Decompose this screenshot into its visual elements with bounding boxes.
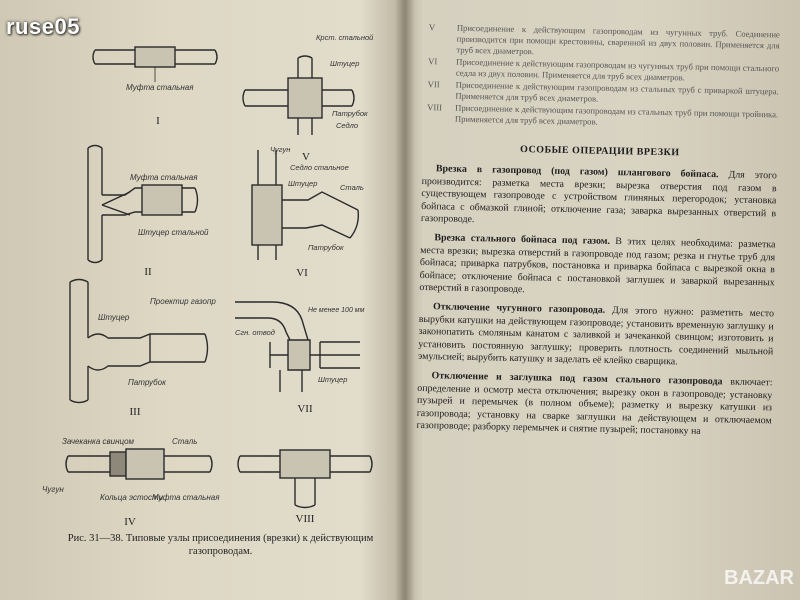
fig-iv-label-1: Зачеканка свинцом [62, 437, 135, 446]
fig-vii-label-1: Сгн. отвод [235, 328, 275, 337]
list-item-number: VIII [427, 102, 443, 113]
fig-iii-label-2: Проектир газопр [150, 297, 216, 306]
fig-vii-label-2: Не менее 100 мм [308, 307, 365, 314]
fig-vii-label-3: Штуцер [318, 375, 348, 384]
figure-ii [88, 146, 209, 279]
fig-v-label-2: Штуцер [330, 59, 360, 68]
fig-ii-label-2: Штуцер стальной [138, 228, 209, 237]
figure-viii [238, 450, 372, 525]
paragraph-lead: Врезка стального бойпаса под газом. [434, 232, 611, 247]
paragraph [418, 301, 774, 371]
paragraph [419, 232, 775, 302]
fig-iv-label-4: Кольца эстости [100, 493, 164, 502]
list-item-number: VII [427, 79, 440, 90]
watermark-logo: ruse05 [6, 14, 80, 39]
fig-iv-label-3: Чугун [42, 485, 64, 494]
paragraph [421, 163, 777, 233]
fig-vi-label-1: Чугун [270, 145, 291, 154]
figure-iv [42, 437, 220, 528]
list-item-text: Присоединение к действующим газопроводам из стальных труб с приваркой штуцера. Применяется для труб всех диаметров. [455, 79, 779, 104]
fig-iv-numeral: IV [124, 516, 136, 528]
list-item-number: VI [428, 56, 438, 67]
fig-iv-label-2: Сталь [172, 437, 198, 446]
paragraph-body: включает: определение и осмотр места отключения; вырезку окон в газопроводе; установку пузырей и перемычек (в полном объеме); разметку и вырезку катушки из газопровода; установку на сварке заглушки на действующем и отключаемом газопроводе; разборку перемычек и снятие пузырей; постановку на [416, 376, 773, 438]
paragraph-lead: Отключение и заглушка под газом стального газопровода [431, 370, 723, 388]
list-item-text: Присоединение к действующим газопроводам из стальных труб при помощи тройника. Применяется для труб всех диаметров. [454, 102, 779, 127]
fitting-list [423, 22, 780, 131]
figure-vii [235, 302, 365, 415]
figure-caption [48, 532, 393, 558]
section-title: ОСОБЫЕ ОПЕРАЦИИ ВРЕЗКИ [519, 144, 680, 159]
paragraph-body: В этих целях необходима: разметка места врезки; вырезка отверстий в газопроводе под газом; резка и гнутье труб для бойпаса; приварка патрубков, постановка и приварка бойпаса с вырезкой окна в бойпасе; отключение бойпаса с постановкой заглушек и заваркой вырезанных отверстий в газопроводе. [419, 235, 776, 296]
caption-line-1: Рис. 31—38. Типовые узлы присоединения (врезки) к действующим [67, 533, 374, 544]
fig-vi-label-3: Штуцер [288, 179, 318, 188]
paragraph [416, 370, 772, 440]
fig-ii-numeral: II [144, 266, 152, 278]
corner-watermark: BAZAR [724, 567, 794, 589]
fig-vi-label-4: Сталь [340, 183, 364, 192]
fig-vi-label-2: Седло стальное [290, 163, 349, 172]
paragraph-lead: Отключение чугунного газопровода. [432, 301, 606, 316]
fig-i-label-1: Муфта стальная [126, 83, 194, 92]
fig-v-label-1: Крст. стальной [316, 33, 374, 42]
fig-i-numeral: I [156, 115, 160, 127]
fig-v-label-4: Седло [336, 121, 359, 130]
paragraph-body: Для этого производится: разметка места врезки; вырезка отверстия под газом в существующем газопроводе с устройством глиняных перегородок; установка бойпаса с обмазкой глиной; отключение газа; заварка вырезанных отверстий в газопроводе. [420, 169, 777, 226]
left-page [40, 20, 400, 580]
paragraph-body: Для этого нужно: разметить место вырубки катушки на действующем газопроводе; установить временную заглушку и законопатить смоляным канатом с заливкой и зачеканкой свинцом; изготовить и установить постоянную заглушку; проверить плотность соединений мыльной эмульсией; вырубить катушку и заделать её клейко сварщика. [417, 304, 775, 368]
fig-vi-numeral: VI [296, 267, 308, 279]
fig-iii-label-1: Штуцер [98, 313, 130, 322]
list-item-text: Присоединение к действующим газопроводам из чугунных труб. Соединение производится при помощи крестовины, сваренной из двух половин. Применяется для труб всех диаметров. [456, 22, 780, 57]
fig-vii-numeral: VII [297, 403, 313, 415]
figure-vi [252, 145, 364, 279]
fig-iii-label-3: Патрубок [128, 378, 166, 387]
figure-iii [70, 280, 216, 419]
list-item-text: Присоединение к действующим газопроводам из чугунных труб при помощи стального седла из двух половин. Применяется для труб всех диаметров. [455, 56, 780, 83]
fig-v-label-3: Патрубок [332, 109, 368, 118]
fig-vi-label-5: Патрубок [308, 243, 344, 252]
list-item-number: V [428, 22, 436, 33]
caption-line-2: газопроводам. [188, 546, 253, 557]
right-page [413, 22, 780, 589]
figure-i [93, 47, 217, 127]
fig-v-numeral: V [302, 151, 310, 163]
fig-viii-numeral: VIII [295, 513, 315, 525]
paragraph-lead: Врезка в газопровод (под газом) шлангового бойпаса. [435, 163, 719, 181]
pipe-figures-diagram [40, 20, 400, 530]
figure-v [243, 33, 374, 163]
fig-iii-numeral: III [129, 406, 141, 418]
fig-iv-label-5: Муфта стальная [152, 493, 220, 502]
fig-ii-label-1: Муфта стальная [130, 173, 198, 182]
